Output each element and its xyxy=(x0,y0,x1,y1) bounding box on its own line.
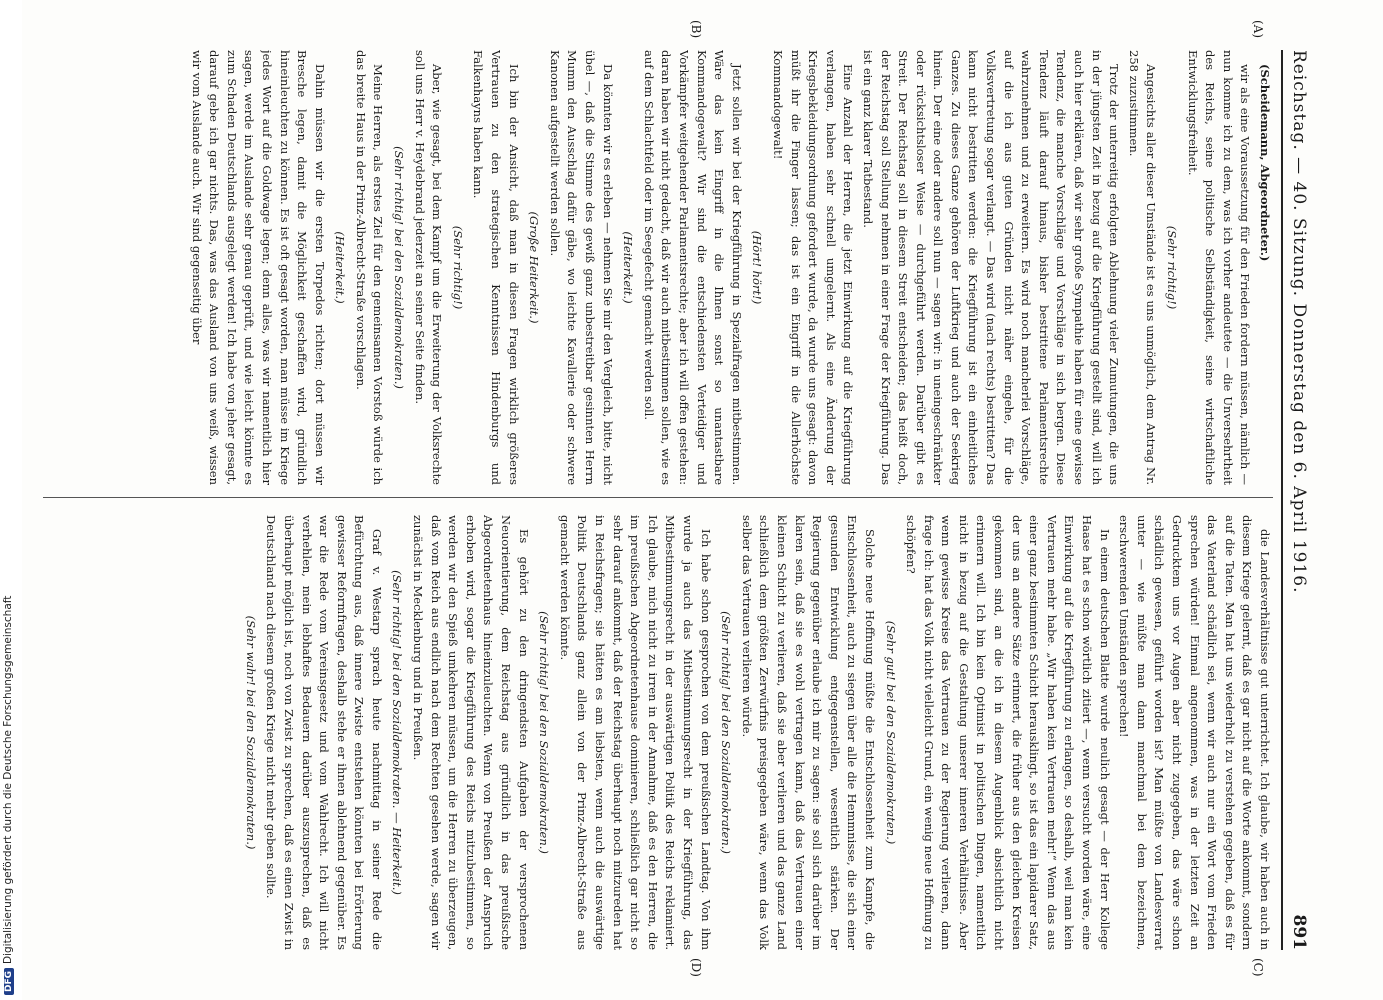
column-divider xyxy=(43,497,1273,498)
paragraph: Da könnten wir es erleben — nehmen Sie mir den Vergleich, bitte, nicht übel —, daß die Stimme des gewiß ganz unbestreitbar gesinnten Herrn Mumm den Ausschlag dafür gäbe, wo leichte Kavallerie oder schwere Kanonen aufgestellt werden sollen. xyxy=(547,50,615,485)
margin-mark-a: (A) xyxy=(1251,20,1265,39)
header-title: Reichstag. — 40. Sitzung. Donnerstag den 6. April 1916. xyxy=(1289,50,1309,594)
paragraph: Graf v. Westarp sprach heute nachmittag in seiner Rede die Befürchtung aus, daß innere Zwiste entstehen könnten bei Erörterung gewisser Reformfragen, deshalb stehe er ihnen ablehnend gegenüber. Es war die Rede vom Vereinsgesetz und vom Wahlrecht. Ich will nicht verhehlen, mein lebhaftes Bedauern darüber auszusprechen, daß es überhaupt möglich ist, noch von Zwist zu sprechen, daß es einen Zwist in Deutschland nach diesem großen Kriege nicht mehr geben sollte. xyxy=(264,515,384,950)
paragraph: Solche neue Hoffnung müßte die Entschlossenheit zum Kampfe, die Entschlossenheit, auch zu siegen über alle die Hemmnisse, die sich einer gesunden Entwicklung entgegenstellen, wesentlich stärken. Der Regierung gegenüber erlaube ich mir zu sagen: sie soll sich darüber im klaren sein, daß sie es wohl vertragen kann, daß das Vertrauen einer kleinen Schicht zu verlieren, daß sie aber verlieren und das ganze Land schließlich dem größten Zerwürfnis preisgegeben wäre, wenn das Volk selber das Vertrauen verlieren würde. xyxy=(739,515,877,950)
right-column xyxy=(43,515,1273,950)
dfg-logo: DFG xyxy=(4,968,14,995)
paragraph: In einem deutschen Blatte wurde neulich gesagt — der Herr Kollege Haase hat es schon wörtlich zitiert —, wenn versucht worden wäre, eine Einwirkung auf die Kriegführung zu erlangen, so deshalb, weil man kein Vertrauen mehr habe. „Wir haben kein Vertrauen mehr!“ Wenn das aus einer ganz bestimmten Schicht herausklingt, so ist das ein lapidarer Satz, der uns an andere Sätze erinnert, die früher aus den gleichen Kreisen gekommen sind, an die ich in diesem Augenblick absichtlich nicht erinnern will. Ich bin kein Optimist in politischen Dingen, namentlich nicht in bezug auf die Gestaltung unserer inneren Verhältnisse. Aber wenn gewisse Kreise das Vertrauen zu der Regierung verlieren, dann frage ich: hat das Volk nicht vielleicht Grund, ein wenig neue Hoffnung zu schöpfen? xyxy=(904,515,1112,950)
digitization-credit-text: Digitalisierung gefördert durch die Deutsche Forschungsgemeinschaft xyxy=(2,595,14,964)
paragraph: Dahin müssen wir die ersten Torpedos richten; dort müssen wir Bresche legen, damit die Möglichkeit geschaffen wird, gründlich hineinleuchten zu können. Es ist oft gesagt worden, man müsse im Kriege jedes Wort auf die Goldwage legen; denn alles, was wir namentlich hier sagen, werde im Auslande sehr genau geprüft, und wie leicht könnte es zum Schaden Deutschlands ausgelegt werden! Ich habe von jeher gesagt, darauf gebe ich gar nichts. Das, was das Ausland von uns weiß, wissen wir vom Auslande auch. Wir sind gegenseitig über xyxy=(189,50,327,485)
paragraph: die Landesverhältnisse gut unterrichtet. Ich glaube, wir haben auch in diesem Kriege gelernt, daß es gar nicht auf die Worte ankommt, sondern auf die Taten. Man hat uns wiederholt zu verstehen gegeben, daß es für das Vaterland schädlich sei, wenn wir auch nur ein Wort vom Frieden sprechen würden! Einmal angenommen, was in der letzten Zeit an Gedrucktem uns vor Augen aber nicht zugegeben, das wäre schon schädlich gewesen, geführt worden ist? Man müßte von Landesverrat unter — wie müßte man dann manchmal bei dem bezeichnen, erschwerenden Umständen sprechen! xyxy=(1117,515,1272,950)
interjection: (Sehr richtig!) xyxy=(450,225,465,310)
digitization-strip xyxy=(0,0,22,1000)
paragraph: Jetzt sollen wir bei der Kriegführung in Spezialfragen mitbestimmen. Wäre das kein Eingriff in die Ihnen sonst so unantastbare Kommandogewalt? Wir sind die entschiedensten Verteidiger und Vorkämpfer weitgehender Parlamentsrechte; aber ich will offen gestehen: daran haben wir nicht gedacht, daß wir auch mitbestimmen sollen, wie es auf dem Schlachtfeld oder im Seegefecht gemacht werden soll. xyxy=(641,50,744,485)
paragraph: Meine Herren, als erstes Ziel für den gemeinsamen Vorstoß würde ich das breite Haus in der Prinz-Albrecht-Straße vorschlagen. xyxy=(353,50,386,485)
margin-mark-c: (C) xyxy=(1251,958,1265,977)
speaker-label: (Scheidemann, Abgeordneter.) xyxy=(1258,64,1272,262)
margin-mark-b: (B) xyxy=(689,20,703,39)
margin-mark-d: (D) xyxy=(689,958,703,977)
interjection: (Sehr richtig! bei den Sozialdemokraten.) xyxy=(537,611,552,854)
interjection: (Sehr gut! bei den Sozialdemokraten.) xyxy=(883,620,898,845)
interjection: (Sehr richtig! bei den Sozialdemokraten.) xyxy=(719,611,734,854)
paragraph: Trotz der unterreitig erfolgten Ablehnung vieler Zumutungen, die uns in der jüngsten Zeit in bezug auf die Kriegführung gestellt sind, will ich auch hier erklären, daß wir sehr große Sympathie haben für eine gewisse Tendenz, die manche Vorschläge und Vorschläge in sich bergen. Diese Tendenz läuft darauf hinaus, bisher bestrittene Parlamentsrechte wahrzunehmen und zu erweitern. Es wird noch mancherlei Vorschläge, auf die ich aus guten Gründen nicht näher eingehe, für die Volksvertretung sogar verlangt. — Das wird (nach rechts) bestritten? Das kann nicht bestritten werden: die Kriegführung ist ein einheitliches Ganzes. Zu dieses Ganze gehören der Luftkrieg und auch der Seekrieg hinein. Der eine oder andere soll nun — sagen wir: in uneingeschränkter oder rücksichtsloser Weise — durchgeführt werden. Darüber gibt es Streit. Der Reichstag soll in diesem Streit entscheiden; das heißt doch, der Reichstag soll Stellung nehmen in einer Frage der Kriegführung. Das ist ein ganz klarer Tatbestand. xyxy=(860,50,1122,485)
paragraph: Ich habe schon gesprochen von dem preußischen Landtag. Von ihm wurde ja auch das Mitbestimmungsrecht in der Kriegführung, das Mitbestimmungsrecht in der auswärtigen Politik des Reichs reklamiert. Ich glaube, mich nicht zu irren in der Annahme, daß es den Herren, die im preußischen Abgeordnetenhause dominieren, schließlich gar nicht so sehr darauf ankommt, daß der Reichstag überhaupt noch mitzureden hat in Reichsfragen; sie hätten es am liebsten, wenn auch die auswärtige Politik Deutschlands ganz allein von der Prinz-Albrecht-Straße aus gemacht werden könnte. xyxy=(557,515,713,950)
paragraph: wir als eine Voraussetzung für den Frieden fordern müssen, nämlich — nun komme ich zu dem, was ich vorher andeutete — die Unversehrtheit des Reichs, seine politische Selbständigkeit, seine wirtschaftliche Entwicklungsfreiheit. xyxy=(1185,50,1253,485)
interjection: (Hört! hört!) xyxy=(750,230,765,305)
page-number: 891 xyxy=(1289,914,1309,950)
left-column xyxy=(43,50,1273,485)
interjection: (Sehr richtig! bei den Sozialdemokraten. — Heiterkeit.) xyxy=(390,570,405,895)
paragraph: Ich bin der Ansicht, daß man in diesen Fragen wirklich größeres Vertrauen zu den strategischen Kenntnissen Hindenburgs und Falkenhayns haben kann. xyxy=(471,50,521,485)
interjection: (Große Heiterkeit.) xyxy=(527,211,542,324)
paragraph: Eine Anzahl der Herren, die jetzt Einwirkung auf die Kriegführung verlangen, haben sehr schnell umgelernt. Als eine Änderung der Kriegsbekleidungsordnung gefordert wurde, da wurde uns gesagt: davon müßt ihr die Finger lassen; das ist ein Eingriff in die Allerhöchste Kommandogewalt! xyxy=(770,50,856,485)
interjection: (Sehr wahr! bei den Sozialdemokraten.) xyxy=(243,615,258,850)
paragraph: Es gehört zu den dringendsten Aufgaben der versprochenen Neuorientierung, dem Reichstag aus gründlich in das preußische Abgeordnetenhaus hineinzuleuchten. Wenn von Preußen der Anspruch erhoben wird, sogar die Kriegführung des Reichs mitzubestimmen, so werden wir den Spieß umkehren müssen, um die Herren zu überzeugen, daß vom Reich aus endlich nach dem Rechten gesehen werde, sagen wir zunächst in Mecklenburg und in Preußen. xyxy=(411,515,531,950)
paragraph: Angesichts aller dieser Umstände ist es uns unmöglich, dem Antrag Nr. 258 zuzustimmen. xyxy=(1126,50,1159,485)
interjection: (Sehr richtig! bei den Sozialdemokraten.) xyxy=(392,146,407,389)
interjection: (Heiterkeit.) xyxy=(621,231,636,304)
interjection: (Heiterkeit.) xyxy=(333,231,348,304)
paragraph: Aber, wie gesagt, bei dem Kampf um die Erweiterung der Volksrechte soll uns Herr v. Heydebrand jederzeit an seiner Seite finden. xyxy=(412,50,445,485)
interjection: (Sehr richtig!) xyxy=(1165,225,1180,310)
page-header xyxy=(1281,50,1323,950)
digitization-credit xyxy=(2,5,20,995)
